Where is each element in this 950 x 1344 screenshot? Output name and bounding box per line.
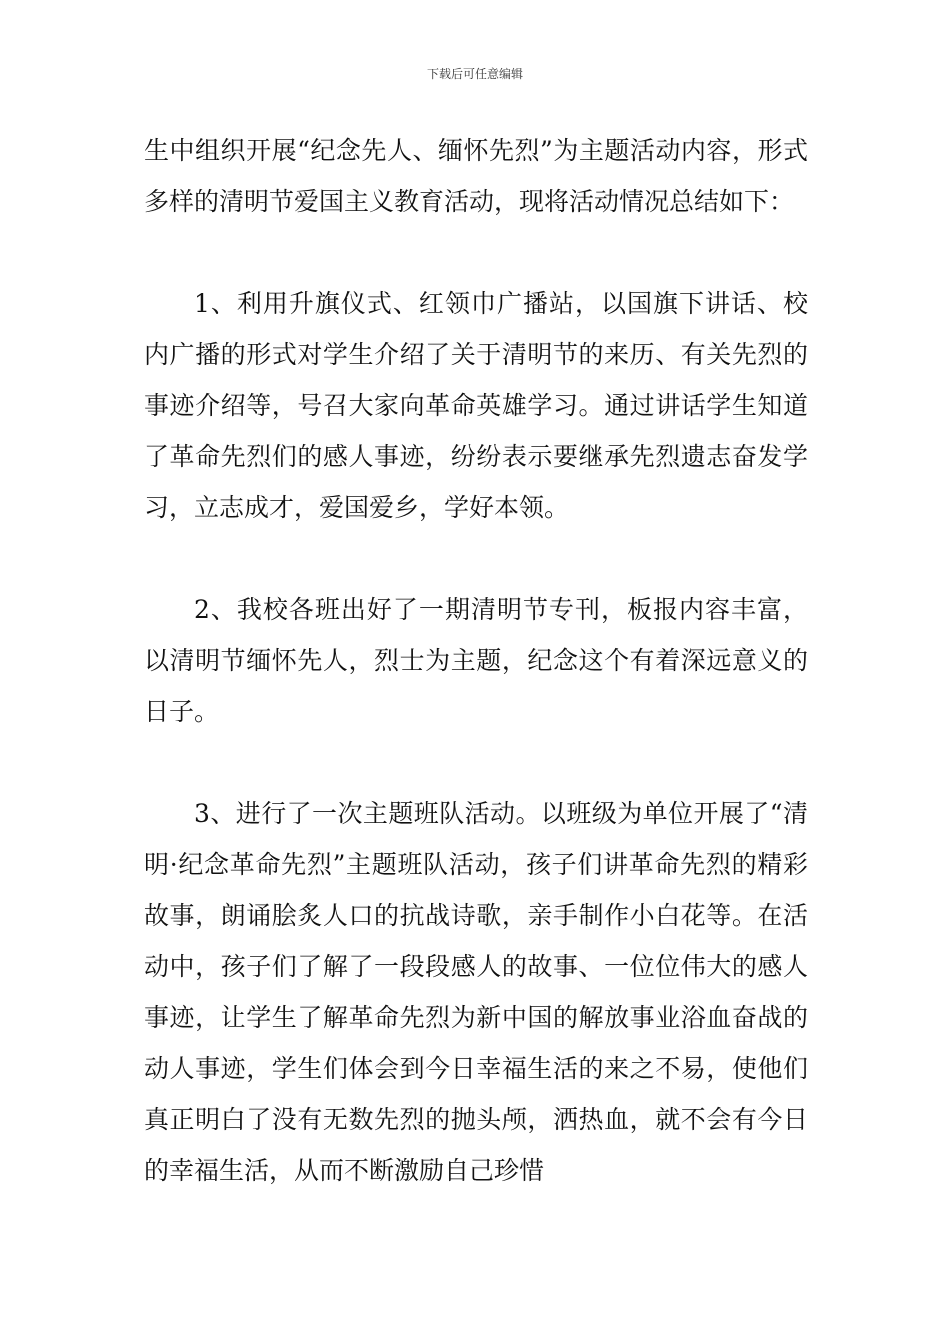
paragraph-intro: 生中组织开展“纪念先人、缅怀先烈”为主题活动内容，形式多样的清明节爱国主义教育活动，现将活动情况总结如下： xyxy=(144,136,808,216)
paragraph-item-2: 2、我校各班出好了一期清明节专刊，板报内容丰富，以清明节缅怀先人，烈士为主题，纪念这个有着深远意义的日子。 xyxy=(144,595,808,726)
paragraph-item-3: 3、进行了一次主题班队活动。以班级为单位开展了“清明·纪念革命先烈”主题班队活动，孩子们讲革命先烈的精彩故事，朗诵脍炙人口的抗战诗歌，亲手制作小白花等。在活动中，孩子们了解了一段段感人的故事、一位位伟大的感人事迹，让学生了解革命先烈为新中国的解放事业浴血奋战的动人事迹，学生们体会到今日幸福生活的来之不易，使他们真正明白了没有无数先烈的抛头颅，洒热血，就不会有今日的幸福生活，从而不断激励自己珍惜 xyxy=(144,799,808,1185)
page-header: 下载后可任意编辑 xyxy=(426,67,523,81)
paragraph-gap xyxy=(144,737,808,788)
paragraph-gap xyxy=(144,227,808,278)
paragraph-item-1: 1、利用升旗仪式、红领巾广播站，以国旗下讲话、校内广播的形式对学生介绍了关于清明节的来历、有关先烈的事迹介绍等，号召大家向革命英雄学习。通过讲话学生知道了革命先烈们的感人事迹，纷纷表示要继承先烈遗志奋发学习，立志成才，爱国爱乡，学好本领。 xyxy=(144,289,808,522)
paragraph-gap xyxy=(144,533,808,584)
document-body xyxy=(144,125,808,1196)
